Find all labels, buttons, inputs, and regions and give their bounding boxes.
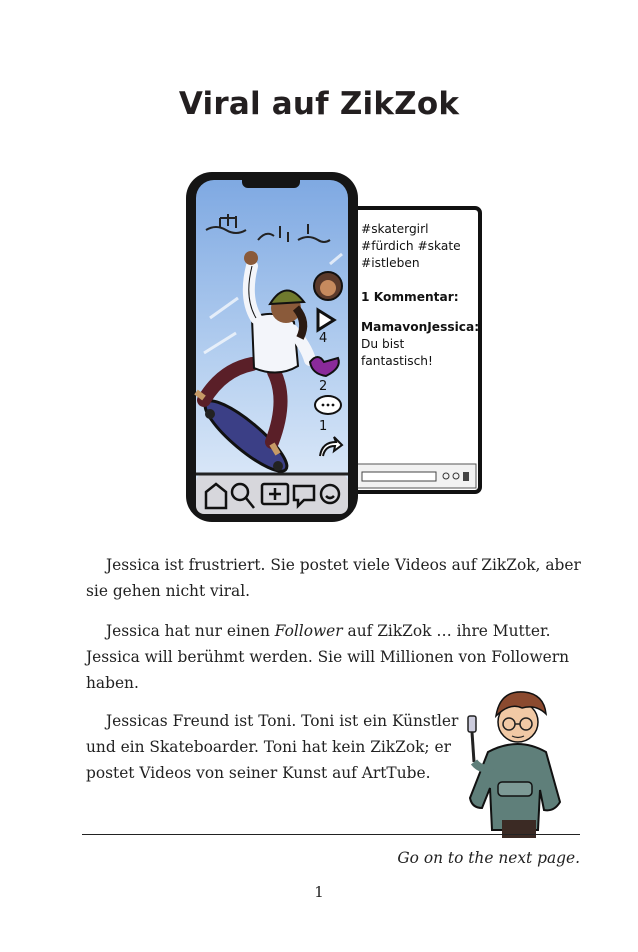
comment-text: fantastisch! bbox=[361, 354, 433, 368]
comment-heading: 1 Kommentar: bbox=[361, 290, 459, 304]
toni-illustration bbox=[462, 682, 574, 838]
comments-count: 1 bbox=[319, 419, 328, 434]
paragraph: Jessicas Freund ist Toni. Toni ist ein Künstler und ein Skateboarder. Toni hat kein ZikZok; er postet Videos von seiner Kunst auf ArtTube. bbox=[86, 712, 459, 782]
post-caption-panel bbox=[361, 221, 479, 370]
paragraph: Jessica hat nur einen Follower auf ZikZok … ihre Mutter. Jessica will berühmt werden. Sie will Millionen von Followern haben. bbox=[86, 622, 569, 692]
footer-divider bbox=[82, 834, 580, 835]
page-title: Viral auf ZikZok bbox=[178, 86, 460, 122]
hashtag-line: #istleben bbox=[361, 256, 420, 270]
comment-author: MamavonJessica: bbox=[361, 320, 480, 334]
next-page-note: Go on to the next page. bbox=[397, 849, 580, 867]
paragraph: Jessica ist frustriert. Sie postet viele Videos auf ZikZok, aber sie gehen nicht viral. bbox=[86, 556, 581, 600]
views-count: 4 bbox=[319, 331, 328, 346]
comment-text: Du bist bbox=[361, 337, 405, 351]
follower-emphasis: Follower bbox=[274, 622, 343, 640]
hashtag-line: #skatergirl bbox=[361, 222, 429, 236]
likes-count: 2 bbox=[319, 379, 328, 394]
hashtag-line: #fürdich #skate bbox=[361, 239, 461, 253]
page-number: 1 bbox=[314, 883, 324, 901]
